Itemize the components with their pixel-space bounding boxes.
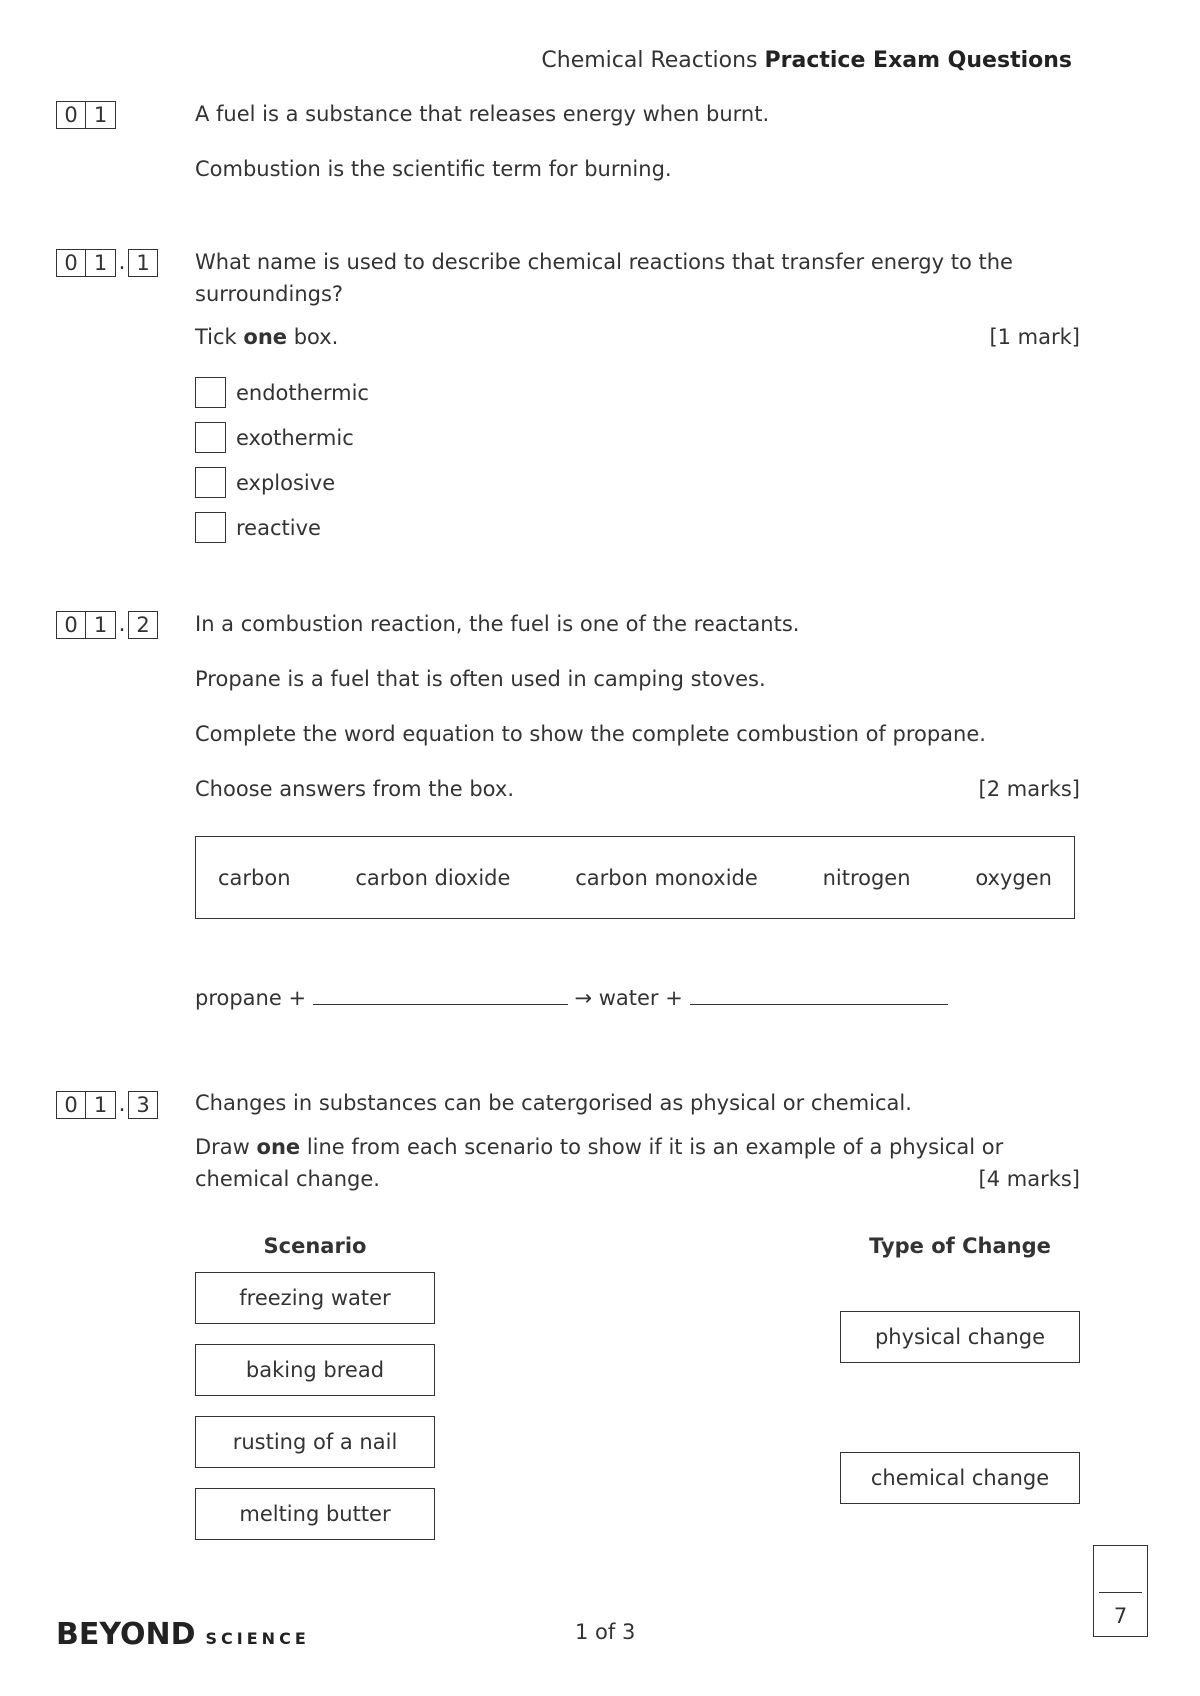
q01-3-instruction-line-2: chemical change. (195, 1167, 380, 1191)
answer-option: carbon (218, 865, 291, 890)
score-box (1093, 1545, 1148, 1637)
scenario-heading: Scenario (263, 1234, 367, 1258)
page-header (541, 48, 1072, 73)
total-marks: 7 (1113, 1604, 1128, 1628)
answer-options-box (195, 836, 1075, 919)
checkbox[interactable] (195, 377, 226, 408)
answer-option: carbon monoxide (575, 865, 758, 890)
q01-line-1: A fuel is a substance that releases energy when burnt. (195, 102, 770, 126)
q01-2-line-4: Choose answers from the box. (195, 777, 514, 801)
checkbox[interactable] (195, 467, 226, 498)
question-digit: 0 (56, 101, 86, 129)
answer-blank-1[interactable] (313, 982, 568, 1005)
question-digit: 2 (128, 611, 158, 639)
option-label: endothermic (236, 380, 369, 405)
brand-logo (56, 1617, 310, 1652)
scenario-melting-butter[interactable]: melting butter (195, 1488, 435, 1540)
type-physical-change[interactable]: physical change (840, 1311, 1080, 1363)
question-number-01 (56, 101, 116, 129)
answer-option: oxygen (975, 865, 1052, 890)
q01-2-line-2: Propane is a fuel that is often used in camping stoves. (195, 667, 766, 691)
q01-1-question: What name is used to describe chemical reactions that transfer energy to the surroundings? (195, 250, 1013, 306)
question-digit: 0 (56, 611, 86, 639)
header-subtitle: Practice Exam Questions (764, 48, 1072, 73)
question-digit: 0 (56, 1091, 86, 1119)
question-number-01-3: 0 1 . 3 (56, 1091, 158, 1119)
question-digit: 1 (128, 249, 158, 277)
equation-middle: → water + (574, 986, 683, 1010)
q01-line-2: Combustion is the scientific term for burning. (195, 157, 672, 181)
word-equation (195, 982, 948, 1014)
question-number-01-1: 0 1 . 1 (56, 249, 158, 277)
checkbox[interactable] (195, 422, 226, 453)
type-of-change-heading: Type of Change (869, 1234, 1051, 1258)
question-digit: 0 (56, 249, 86, 277)
brand-sub: SCIENCE (205, 1629, 310, 1648)
q01-3-intro: Changes in substances can be catergorised as physical or chemical. (195, 1091, 912, 1115)
equation-left: propane + (195, 986, 307, 1010)
q01-2-marks: [2 marks] (978, 777, 1080, 801)
q01-1-instruction: Tick one box. (195, 325, 339, 349)
option-reactive[interactable] (195, 512, 321, 543)
q01-2-line-3: Complete the word equation to show the complete combustion of propane. (195, 722, 986, 746)
question-digit: 3 (128, 1091, 158, 1119)
option-endothermic[interactable] (195, 377, 369, 408)
option-label: explosive (236, 470, 336, 495)
q01-1-marks: [1 mark] (989, 325, 1080, 349)
answer-blank-2[interactable] (690, 982, 948, 1005)
scenario-freezing-water[interactable]: freezing water (195, 1272, 435, 1324)
question-digit: 1 (86, 249, 116, 277)
page-number: 1 of 3 (575, 1620, 636, 1644)
brand-main: BEYOND (56, 1617, 196, 1652)
answer-option: nitrogen (822, 865, 911, 890)
q01-2-line-1: In a combustion reaction, the fuel is one of the reactants. (195, 612, 800, 636)
question-digit: 1 (86, 101, 116, 129)
question-digit: 1 (86, 611, 116, 639)
scenario-baking-bread[interactable]: baking bread (195, 1344, 435, 1396)
option-label: reactive (236, 515, 321, 540)
option-label: exothermic (236, 425, 354, 450)
scenario-rusting-nail[interactable]: rusting of a nail (195, 1416, 435, 1468)
question-digit: 1 (86, 1091, 116, 1119)
option-exothermic[interactable] (195, 422, 354, 453)
question-number-01-2: 0 1 . 2 (56, 611, 158, 639)
q01-3-marks: [4 marks] (978, 1167, 1080, 1191)
type-chemical-change[interactable]: chemical change (840, 1452, 1080, 1504)
header-topic: Chemical Reactions (541, 48, 758, 73)
q01-3-instruction: Draw one line from each scenario to show if it is an example of a physical or (195, 1135, 1004, 1159)
checkbox[interactable] (195, 512, 226, 543)
option-explosive[interactable] (195, 467, 335, 498)
answer-option: carbon dioxide (355, 865, 511, 890)
